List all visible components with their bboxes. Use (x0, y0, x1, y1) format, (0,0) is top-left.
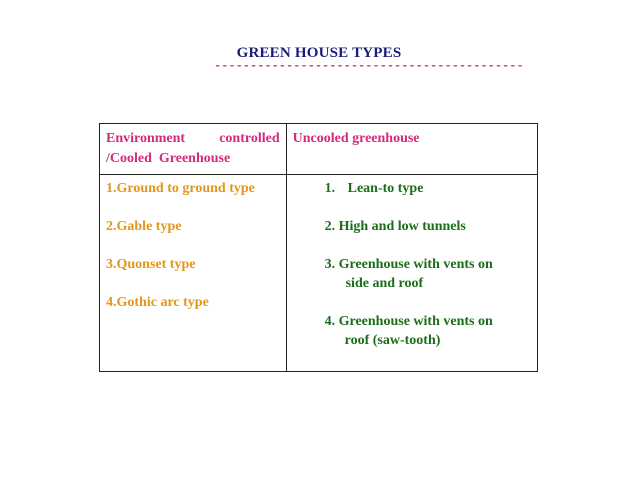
header-cell-cooled (100, 124, 287, 175)
header-cooled-word1: Environment (106, 131, 186, 146)
list-item-text: 4. Greenhouse with vents on (324, 314, 493, 329)
title-underline: ------------------------------------------- (214, 59, 524, 73)
list-item (325, 255, 537, 293)
list-item (325, 312, 537, 350)
list-item-text: 3. Greenhouse with vents on (324, 257, 493, 272)
cooled-types-list (100, 175, 286, 312)
list-item-text: Lean-to type (347, 181, 424, 196)
uncooled-types-list (287, 175, 537, 350)
page-title: GREEN HOUSE TYPES (236, 45, 402, 61)
cooled-types-cell (100, 175, 287, 372)
table-body-row (100, 175, 538, 372)
table-header-row (100, 124, 538, 175)
list-item (325, 217, 537, 236)
header-uncooled-label: Uncooled greenhouse (292, 131, 420, 146)
list-item: 1.Ground to ground type (106, 181, 255, 196)
list-item: 4.Gothic arc type (106, 295, 209, 310)
uncooled-types-cell (286, 175, 537, 372)
list-item: 3.Quonset type (106, 257, 196, 272)
list-item-number: 1. (324, 181, 336, 196)
header-cooled-line2: /Cooled Greenhouse (106, 151, 231, 166)
list-item-text: 2. High and low tunnels (324, 219, 466, 234)
list-item (325, 179, 537, 198)
header-cooled-word2: controlled (219, 131, 280, 146)
list-item-continuation: side and roof (345, 276, 424, 291)
list-item-continuation: roof (saw-tooth) (344, 333, 441, 348)
list-item: 2.Gable type (106, 219, 182, 234)
greenhouse-types-table (99, 123, 538, 372)
header-cell-uncooled (286, 124, 537, 175)
